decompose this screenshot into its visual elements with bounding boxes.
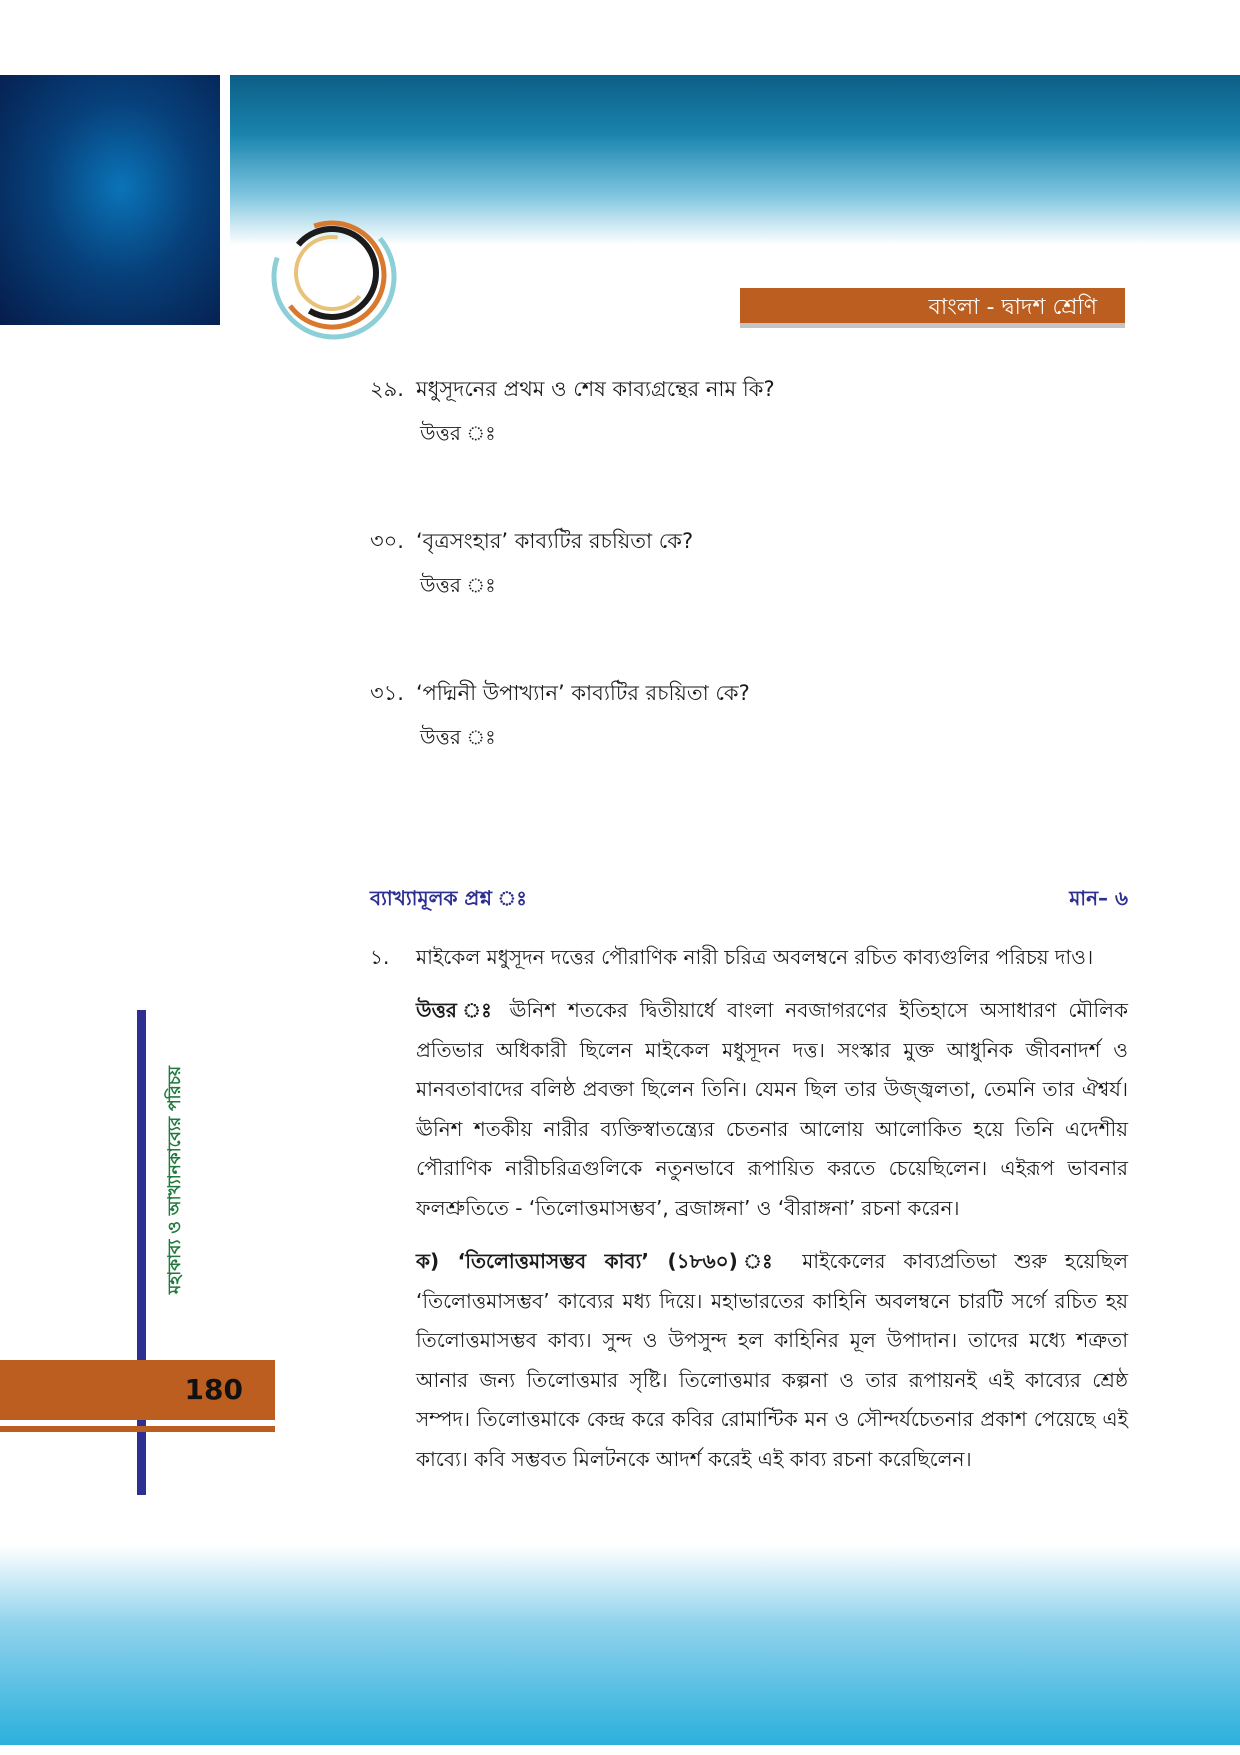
question-text: মধুসূদনের প্রথম ও শেষ কাব্যগ্রন্থের নাম কি? — [416, 377, 775, 401]
sub-answer-paragraph — [416, 1242, 1128, 1479]
answer-label: উত্তর ঃ — [416, 998, 498, 1022]
answer-label: উত্তর ঃ — [420, 573, 496, 597]
sub-answer-text: মাইকেলের কাব্যপ্রতিভা শুরু হয়েছিল ‘তিলোত্তমাসম্ভব’ কাব্যের মধ্য দিয়ে। মহাভারতের কাহিনি অবলম্বনে চারটি সর্গে রচিত হয় তিলোত্তমাসম্ভব কাব্য। সুন্দ ও উপসুন্দ হল কাহিনির মূল উপাদান। তাদের মধ্যে শত্রুতা আনার জন্য তিলোত্তমার সৃষ্টি। তিলোত্তমার কল্পনা ও তার রূপায়নই এই কাব্যের শ্রেষ্ঠ সম্পদ। তিলোত্তমাকে কেন্দ্র করে কবির রোমান্টিক মন ও সৌন্দর্যচেতনার প্রকাশ পেয়েছে এই কাব্যে। কবি সম্ভবত মিলটনকে আদর্শ করেই এই কাব্য রচনা করেছিলেন। — [416, 1249, 1128, 1471]
answer-label: উত্তর ঃ — [420, 421, 496, 445]
sub-heading: ক) ‘তিলোত্তমাসম্ভব কাব্য’ (১৮৬০) ঃ — [416, 1249, 785, 1273]
question-number: ২৯. — [370, 377, 404, 401]
section-header — [370, 884, 1128, 917]
page-number: 180 — [0, 1360, 275, 1420]
short-question — [370, 676, 1128, 710]
header-dark-block — [0, 75, 220, 325]
circle-logo-icon — [262, 205, 412, 345]
answer-paragraph — [416, 991, 1128, 1228]
question-number: ৩০. — [370, 529, 404, 553]
question-text: ‘বৃত্রসংহার’ কাব্যটির রচয়িতা কে? — [416, 529, 694, 553]
main-content — [370, 372, 1128, 1479]
section-title: ব্যাখ্যামূলক প্রশ্ন ঃ — [370, 886, 527, 910]
answer-label: উত্তর ঃ — [420, 725, 496, 749]
short-question — [370, 524, 1128, 558]
short-question — [370, 372, 1128, 406]
side-vertical-bar — [137, 1010, 146, 1495]
page-number-underline — [0, 1426, 275, 1432]
answer-text: ঊনিশ শতকের দ্বিতীয়ার্ধে বাংলা নবজাগরণের ইতিহাসে অসাধারণ মৌলিক প্রতিভার অধিকারী ছিলেন মাইকেল মধুসূদন দত্ত। সংস্কার মুক্ত আধুনিক জীবনাদর্শ ও মানবতাবাদের বলিষ্ঠ প্রবক্তা ছিলেন তিনি। যেমন ছিল তার উজ্জ্বলতা, তেমনি তার ঐশ্বর্য। ঊনিশ শতকীয় নারীর ব্যক্তিস্বাতন্ত্র্যের চেতনার আলোয় আলোকিত হয়ে তিনি এদেশীয় পৌরাণিক নারীচরিত্রগুলিকে নতুনভাবে রূপায়িত করতে চেয়েছিলেন। এইরূপ ভাবনার ফলশ্রুতিতে - ‘তিলোত্তমাসম্ভব’, ব্রজাঙ্গনা’ ও ‘বীরাঙ্গনা’ রচনা করেন। — [416, 998, 1128, 1220]
footer-gradient-band — [0, 1545, 1240, 1745]
question-text: মাইকেল মধুসূদন দত্তের পৌরাণিক নারী চরিত্র অবলম্বনে রচিত কাব্যগুলির পরিচয় দাও। — [416, 945, 1094, 969]
question-number: ৩১. — [370, 681, 404, 705]
section-marks: মান– ৬ — [1069, 886, 1128, 910]
side-chapter-title: মহাকাব্য ও আখ্যানকাব্যের পরিচয় — [165, 1065, 185, 1295]
question-number: ১. — [370, 945, 390, 969]
question-text: ‘পদ্মিনী উপাখ্যান’ কাব্যটির রচয়িতা কে? — [416, 681, 750, 705]
long-question — [370, 937, 1128, 977]
class-label-banner: বাংলা - দ্বাদশ শ্রেণি — [740, 288, 1125, 328]
